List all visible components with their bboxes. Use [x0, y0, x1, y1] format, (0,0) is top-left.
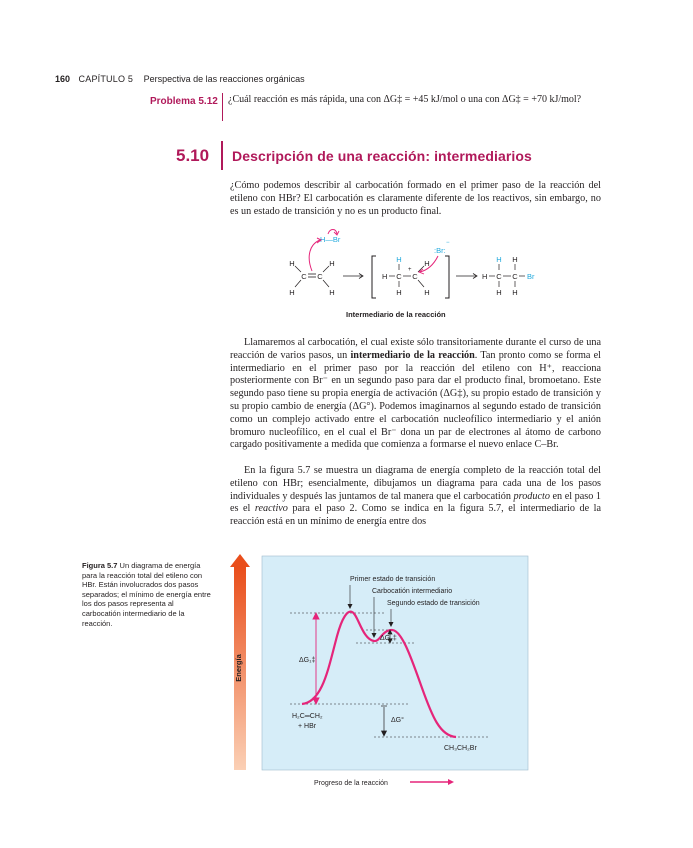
figure-label: Figura 5.7	[82, 561, 118, 570]
energy-axis	[230, 554, 250, 770]
product-label: CH₃CH₂Br	[444, 745, 477, 752]
progress-arrow-head	[448, 779, 454, 785]
intermediate-h-top-added: H	[396, 255, 402, 264]
product-h-top-1: H	[496, 255, 502, 264]
ethylene-h1: H	[289, 259, 295, 268]
ethylene-c2: C	[317, 272, 323, 281]
chapter-title: Perspectiva de las reacciones orgánicas	[143, 74, 305, 84]
bromoethane-structure	[482, 255, 535, 297]
intermediate-h-bottom-1: H	[396, 288, 402, 297]
ethylene-h2: H	[289, 288, 295, 297]
key-term-intermediario: intermediario de la reacción	[350, 349, 475, 361]
paragraph-2-text-c: para el paso 2. Como se indica en la figura 5.7, el intermediario de la reacción está en un mínimo de energía entre dos	[230, 503, 601, 528]
reactant-label-2: + HBr	[298, 723, 317, 730]
ts1-label: Primer estado de transición	[350, 576, 436, 583]
emphasis-producto: producto	[513, 490, 550, 502]
product-c1: C	[496, 272, 502, 281]
chapter-label: CAPÍTULO 5	[78, 74, 134, 84]
ts2-label: Segundo estado de transición	[387, 600, 480, 607]
section-divider	[221, 141, 223, 170]
paragraph-1-text-a: Llamaremos al carbocatión, el cual existe sólo transitoriamente durante el curso de una reacción de varios pasos, un	[230, 337, 601, 361]
problem-label: Problema 5.12	[150, 96, 218, 107]
product-h-bottom-1: H	[496, 288, 502, 297]
scheme-caption: Intermediario de la reacción	[346, 310, 446, 319]
dg1-label: ΔG₁‡	[299, 657, 316, 664]
body-paragraph-2	[230, 465, 601, 529]
running-head	[55, 74, 305, 84]
product-h-top-2: H	[512, 255, 518, 264]
dg0-label: ΔG°	[391, 717, 404, 724]
bromide-anion: :Br:	[434, 246, 446, 255]
ethylene-h4: H	[329, 288, 335, 297]
energy-diagram	[224, 554, 534, 790]
progress-axis-label: Progreso de la reacción	[314, 780, 388, 787]
intermediate-h-bottom-2: H	[424, 288, 430, 297]
paragraph-2-text-b: en el paso 1 es el	[230, 490, 601, 515]
ethylene-structure	[289, 259, 334, 297]
problem-divider	[222, 93, 223, 121]
intermediate-c1: C	[396, 272, 402, 281]
product-h-bottom-2: H	[512, 288, 518, 297]
intermediate-h-top-2: H	[424, 259, 430, 268]
ethylene-c1: C	[301, 272, 307, 281]
intermediate-label: Carbocatión intermediario	[372, 588, 453, 595]
emphasis-reactivo: reactivo	[254, 503, 288, 515]
dg2-label: ΔG₂‡	[380, 635, 397, 642]
hbr-label: H—Br	[320, 235, 341, 244]
product-h-left: H	[482, 272, 488, 281]
problem-text: ¿Cuál reacción es más rápida, una con ΔG‡ = +45 kJ/mol o una con ΔG‡ = +70 kJ/mol?	[228, 94, 582, 105]
figure-caption	[82, 561, 214, 628]
carbocation-plus: +	[408, 267, 412, 273]
paragraph-1-text-b: . Tan pronto como se forma el intermediario en el primer paso por la reacción del etileno con H⁺, reacciona posteriormente con Br⁻ en un segundo paso para dar el producto final, bromoetano. Este segundo paso tiene su propia energía de activación (ΔG‡), su propio estado de transición y su propio cambio de energía (ΔG°). Podemos imaginarnos al segundo estado de transición como un complejo activado entre el carbocatión nucleofílico intermediario y el anión bromuro nucleofílico, en el cual el Br⁻ dona un par de electrones al átomo de carbono cargado positivamente a medida que comienza a formarse el nuevo enlace C–Br.	[230, 349, 601, 451]
intermediate-c2: C	[412, 272, 418, 281]
page-number: 160	[55, 74, 71, 84]
intermediate-h-left: H	[382, 272, 388, 281]
reaction-scheme	[270, 226, 570, 310]
carbocation-structure	[382, 240, 450, 297]
figure-caption-text: Un diagrama de energía para la reacción total del etileno con HBr. Están involucrados dos pasos separados; el mínimo de energía entre los dos pasos representa al carbocatión intermediario de la reacción.	[82, 561, 211, 628]
ethylene-h3: H	[329, 259, 335, 268]
reactant-label-1: H₂C═CH₂	[292, 713, 323, 720]
product-br: Br	[527, 272, 535, 281]
intro-paragraph: ¿Cómo podemos describir al carbocatión formado en el primer paso de la reacción del etileno con HBr? El carbocatión es claramente diferente de los reactivos, sin embargo, no es un estado de transición y no es un producto final.	[230, 180, 601, 217]
energy-axis-label: Energía	[234, 654, 243, 682]
section-title: Descripción de una reacción: intermediarios	[232, 148, 532, 164]
bromide-charge: −	[446, 240, 450, 246]
section-number: 5.10	[176, 146, 210, 165]
paragraph-2-text-a: En la figura 5.7 se muestra un diagrama de energía completo de la reacción total del etileno con HBr; esencialmente, dibujamos un diagrama para cada una de los pasos individuales y después las juntamos de tal manera que el carbocatión	[230, 465, 601, 502]
product-c2: C	[512, 272, 518, 281]
body-paragraph-1	[230, 337, 601, 452]
